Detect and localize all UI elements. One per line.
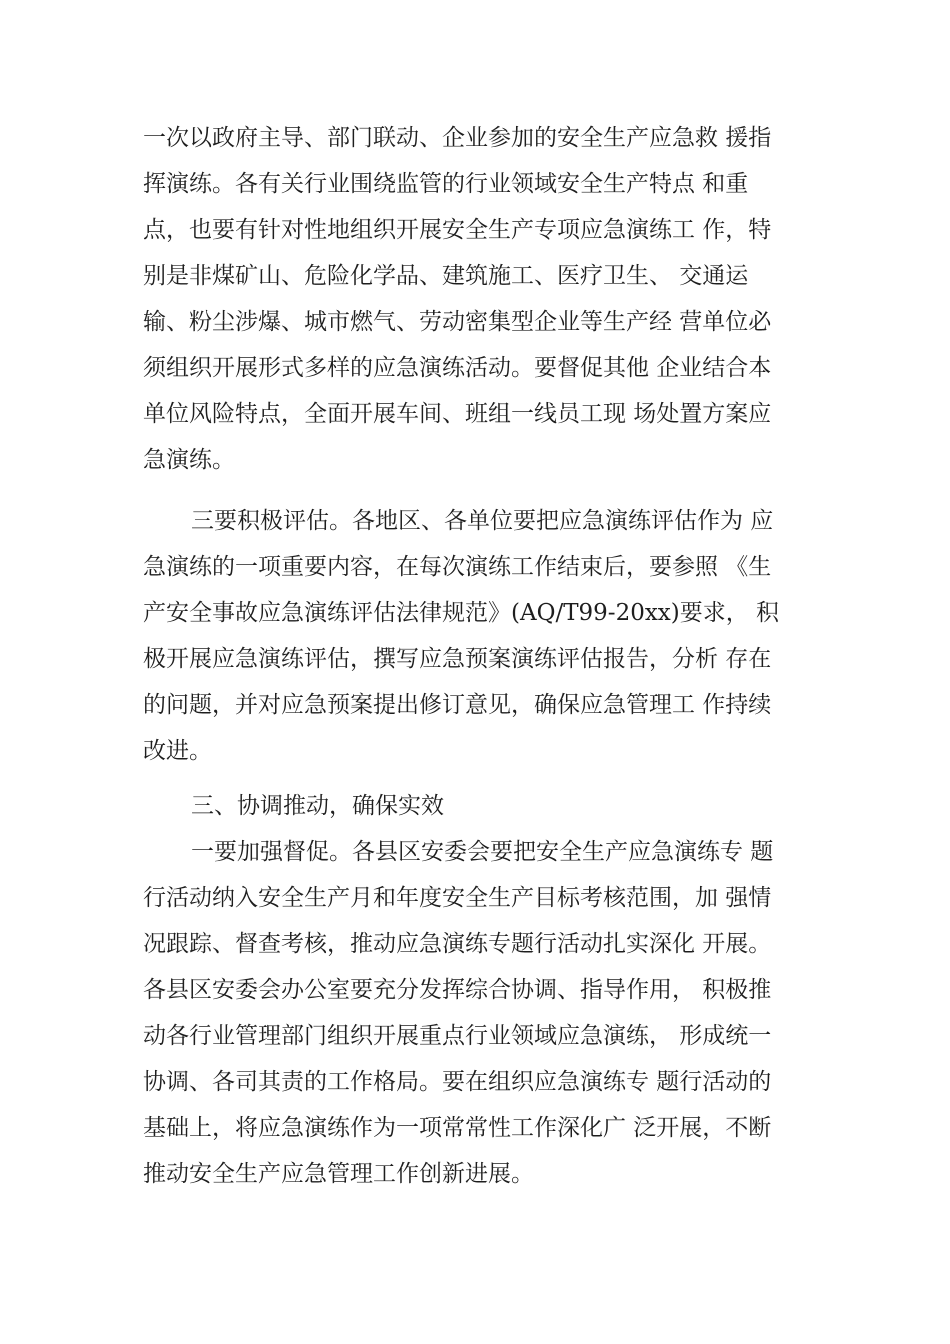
paragraph-line: 推动安全生产应急管理工作创新进展。 bbox=[143, 1161, 534, 1187]
paragraph-line: 改进。 bbox=[143, 738, 212, 764]
paragraph-line: 基础上，将应急演练作为一项常常性工作深化广 泛开展，不断 bbox=[143, 1115, 772, 1141]
paragraph-line: 急演练。 bbox=[143, 447, 235, 473]
paragraph-line: 一要加强督促。各县区安委会要把安全生产应急演练专 题 bbox=[191, 839, 774, 865]
paragraph-line: 况跟踪、督查考核，推动应急演练专题行活动扎实深化 开展。 bbox=[143, 931, 772, 957]
paragraph-line: 别是非煤矿山、危险化学品、建筑施工、医疗卫生、 交通运 bbox=[143, 263, 749, 289]
paragraph-line: 输、粉尘涉爆、城市燃气、劳动密集型企业等生产经 营单位必 bbox=[143, 309, 772, 335]
paragraph-line: 须组织开展形式多样的应急演练活动。要督促其他 企业结合本 bbox=[143, 355, 772, 381]
paragraph-line: 动各行业管理部门组织开展重点行业领域应急演练， 形成统一 bbox=[143, 1023, 772, 1049]
section-heading: 三、协调推动，确保实效 bbox=[191, 793, 444, 819]
paragraph-line: 产安全事故应急演练评估法律规范》(AQ/T99-20xx)要求， 积 bbox=[143, 600, 780, 626]
paragraph-line: 各县区安委会办公室要充分发挥综合协调、指导作用， 积极推 bbox=[143, 977, 772, 1003]
paragraph-line: 单位风险特点，全面开展车间、班组一线员工现 场处置方案应 bbox=[143, 401, 772, 427]
paragraph-line: 极开展应急演练评估，撰写应急预案演练评估报告，分析 存在 bbox=[143, 646, 772, 672]
paragraph-line: 的问题，并对应急预案提出修订意见，确保应急管理工 作持续 bbox=[143, 692, 772, 718]
paragraph-line: 行活动纳入安全生产月和年度安全生产目标考核范围，加 强情 bbox=[143, 885, 772, 911]
paragraph-line: 一次以政府主导、部门联动、企业参加的安全生产应急救 援指 bbox=[143, 125, 772, 151]
paragraph-line: 急演练的一项重要内容，在每次演练工作结束后，要参照 《生 bbox=[143, 554, 772, 580]
paragraph-line: 挥演练。各有关行业围绕监管的行业领域安全生产特点 和重 bbox=[143, 171, 749, 197]
paragraph-line: 点，也要有针对性地组织开展安全生产专项应急演练工 作，特 bbox=[143, 217, 772, 243]
paragraph-line: 协调、各司其责的工作格局。要在组织应急演练专 题行活动的 bbox=[143, 1069, 772, 1095]
paragraph-line: 三要积极评估。各地区、各单位要把应急演练评估作为 应 bbox=[191, 508, 774, 534]
